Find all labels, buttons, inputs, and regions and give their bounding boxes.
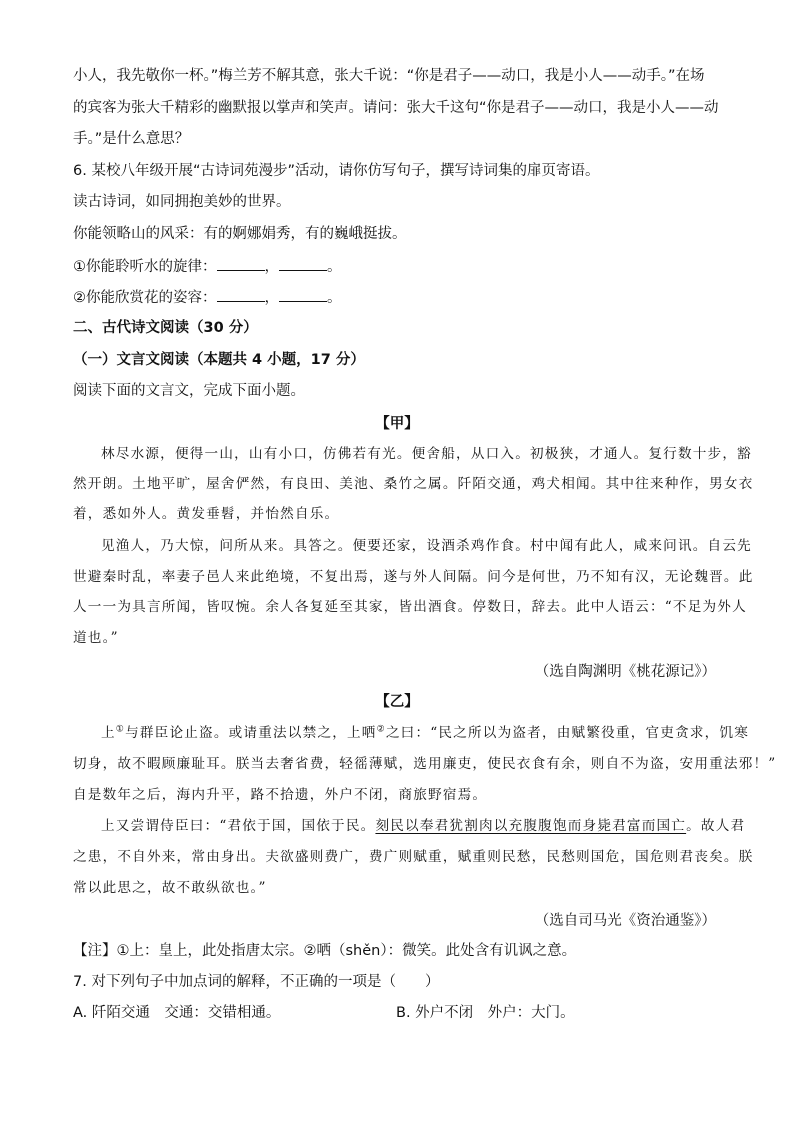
yi-text: 之曰：“民之所以为盗者，由赋繁役重，官吏贪求，饥寒 (385, 725, 750, 741)
q5-line-1: 小人，我先敬你一杯。”梅兰芳不解其意，张大千说：“你是君子——动口，我是小人——动手。”在场 (73, 68, 705, 84)
yi-text: 上又尝谓侍臣曰：“君依于国，国依于民。 (101, 818, 376, 834)
comma: ， (264, 259, 279, 275)
yi-p1-line-1 (101, 723, 749, 743)
yi-text: 。故人君 (686, 818, 746, 834)
yi-p1-line-3: 自是数年之后，海内升平，路不拾遗，外户不闭，商旅野宿焉。 (73, 787, 488, 803)
jia-p1-line: 着，悉如外人。黄发垂髫，并怡然自乐。 (73, 506, 340, 522)
yi-p2-line-1 (101, 816, 745, 836)
period: 。 (327, 290, 342, 306)
q7-stem: 7. 对下列句子中加点词的解释，不正确的一项是（ ） (73, 974, 440, 990)
answer-blank[interactable] (217, 287, 265, 302)
footnote-marker: ① (115, 724, 126, 735)
answer-blank[interactable] (279, 256, 327, 271)
q7-option-a[interactable]: A. 阡陌交通 交通：交错相通。 (73, 1005, 281, 1021)
yi-text: 与群臣论止盗。或请重法以禁之，上哂 (125, 725, 377, 741)
jia-p2-line: 人一一为具言所闻，皆叹惋。余人各复延至其家，皆出酒食。停数日，辞去。此中人语云：“不足为外人 (73, 599, 747, 615)
q6-line-2: 你能领略山的风采：有的婀娜娟秀，有的巍峨挺拔。 (73, 226, 407, 242)
q6-line-1: 读古诗词，如同拥抱美妙的世界。 (73, 194, 291, 210)
q5-line-3: 手。”是什么意思？ (73, 131, 190, 147)
section-title: 二、古代诗文阅读（30 分） (73, 320, 258, 336)
period: 。 (327, 259, 342, 275)
section-instruction: 阅读下面的文言文，完成下面小题。 (73, 383, 305, 399)
passage-yi-label: 【乙】 (375, 694, 419, 710)
q6-fill-water-prompt: ①你能聆听水的旋律： (73, 259, 217, 275)
yi-text: 上 (101, 725, 116, 741)
jia-p2-line: 世避秦时乱，率妻子邑人来此绝境，不复出焉，遂与外人间隔。问今是何世，乃不知有汉，无论魏晋。此 (73, 569, 754, 585)
section-subtitle: （一）文言文阅读（本题共 4 小题，17 分） (73, 352, 365, 368)
jia-p1-line: 林尽水源，便得一山，山有小口，仿佛若有光。便舍船，从口入。初极狭，才通人。复行数十步，豁 (101, 446, 752, 462)
q6-stem: 6. 某校八年级开展“古诗词苑漫步”活动，请你仿写句子，撰写诗词集的扉页寄语。 (73, 163, 600, 179)
yi-p2-line-2: 之患，不自外来，常由身出。夫欲盛则费广，费广则赋重，赋重则民愁，民愁则国危，国危则君丧矣。朕 (73, 849, 754, 865)
q6-fill-flower-prompt: ②你能欣赏花的姿容： (73, 290, 217, 306)
q5-line-2: 的宾客为张大千精彩的幽默报以掌声和笑声。请问：张大千这句“你是君子——动口，我是小人——动 (73, 100, 719, 116)
annotation-note: 【注】①上：皇上，此处指唐太宗。②哂（shěn）：微笑。此处含有讥讽之意。 (73, 943, 577, 959)
jia-p2-line: 道也。” (73, 630, 119, 646)
yi-p1-line-2: 切身，故不暇顾廉耻耳。朕当去奢省费，轻徭薄赋，选用廉吏，使民衣食有余，则自不为盗，安用重法邪！” (73, 756, 777, 772)
q6-fill-water (73, 256, 342, 277)
jia-p2-line: 见渔人，乃大惊，问所从来。具答之。便要还家，设酒杀鸡作食。村中闻有此人，咸来问讯。自云先 (101, 538, 752, 554)
jia-p1-line: 然开朗。土地平旷，屋舍俨然，有良田、美池、桑竹之属。阡陌交通，鸡犬相闻。其中往来种作，男女衣 (73, 476, 754, 492)
q7-option-b[interactable]: B. 外户不闭 外户：大门。 (396, 1005, 575, 1021)
q6-fill-flower (73, 287, 342, 308)
answer-blank[interactable] (279, 287, 327, 302)
jia-source: （选自陶渊明《桃花源记》） (534, 664, 716, 680)
yi-p2-line-3: 常以此思之，故不敢纵欲也。” (73, 880, 267, 896)
comma: ， (264, 290, 279, 306)
answer-blank[interactable] (217, 256, 265, 271)
footnote-marker: ② (376, 724, 386, 735)
yi-source: （选自司马光《资治通鉴》） (534, 913, 716, 929)
passage-jia-label: 【甲】 (375, 416, 419, 432)
underlined-sentence: 刻民以奉君犹割肉以充腹腹饱而身毙君富而国亡 (375, 818, 687, 834)
